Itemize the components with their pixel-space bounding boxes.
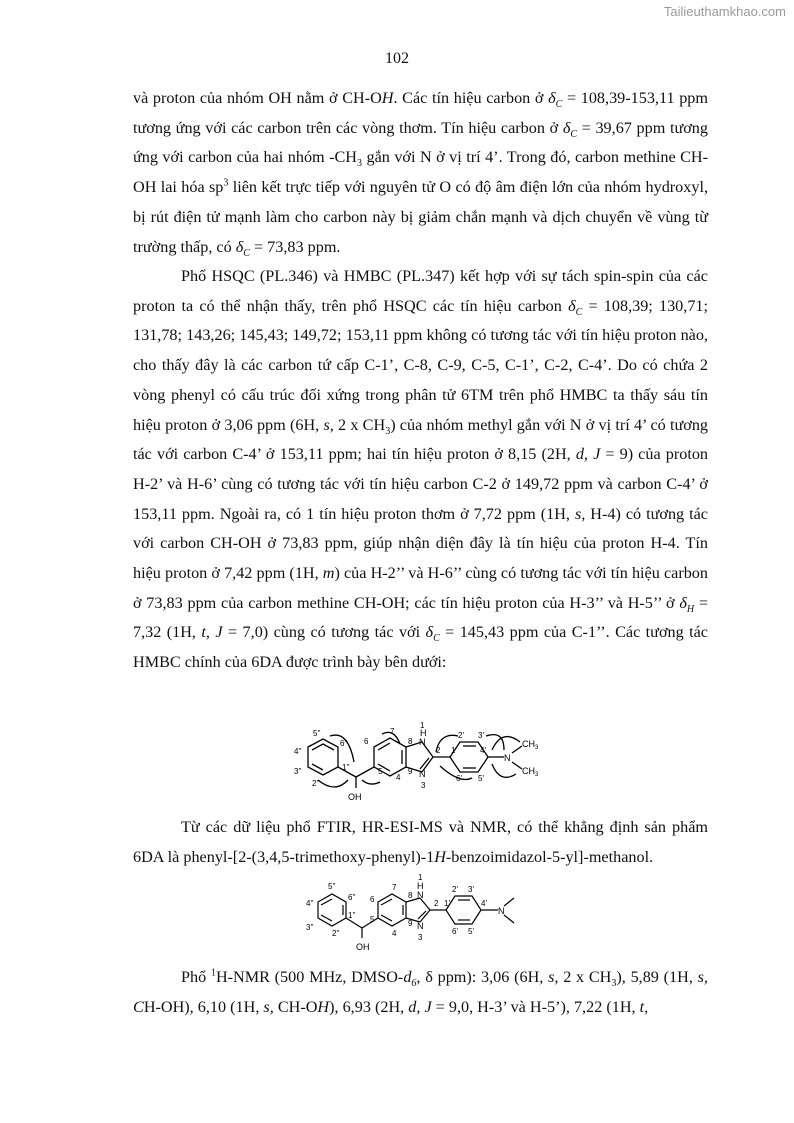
svg-text:H: H <box>417 881 424 891</box>
svg-text:N: N <box>417 890 424 900</box>
svg-text:OH: OH <box>356 942 370 952</box>
svg-text:2': 2' <box>458 731 464 740</box>
svg-text:6'': 6'' <box>348 893 356 902</box>
svg-text:5: 5 <box>370 915 375 924</box>
page-number: 102 <box>385 50 409 67</box>
svg-text:6'': 6'' <box>340 739 348 748</box>
paragraph-3: Từ các dữ liệu phổ FTIR, HR-ESI-MS và NMR, có thể khẳng định sản phẩm 6DA là phenyl-[2-(3,4,5-trimethoxy-phenyl)-1H-benzoimidazol-5-yl]-methanol. <box>133 818 708 866</box>
svg-text:9: 9 <box>408 919 413 928</box>
svg-text:2: 2 <box>434 899 439 908</box>
paragraph-1: và proton của nhóm OH nằm ở CH-OH. Các tín hiệu carbon ở $\delta_C = 108,39-153,11$ ppm tương ứng với các carbon trên các vòng thơm. Tín hiệu carbon ở $\delta_C = 39,67$ ppm tương ứng với carbon của hai nhóm $-CH_3$ gắn với N ở vị trí 4’. Trong đó, carbon methine CH-OH lai hóa $sp^3$ liên kết trực tiếp với nguyên tử O có độ âm điện lớn của nhóm hydroxyl, bị rút điện tử mạnh làm cho carbon này bị giảm chắn mạnh và dịch chuyển về vùng từ trường thấp, có $\delta_C = 73,83$ ppm. <box>133 89 708 259</box>
svg-text:8: 8 <box>408 737 413 746</box>
svg-text:2'': 2'' <box>312 779 320 788</box>
svg-text:3: 3 <box>421 781 426 790</box>
svg-text:1': 1' <box>451 746 457 755</box>
svg-text:4: 4 <box>396 773 401 782</box>
numbered-structure-drawing <box>300 872 550 962</box>
svg-text:8: 8 <box>408 891 413 900</box>
svg-text:5': 5' <box>468 927 474 936</box>
svg-text:5'': 5'' <box>313 729 321 738</box>
svg-text:N: N <box>498 906 505 916</box>
svg-text:5'': 5'' <box>328 882 336 891</box>
svg-text:1: 1 <box>418 873 423 882</box>
svg-text:6': 6' <box>456 774 462 783</box>
svg-text:2'': 2'' <box>332 929 340 938</box>
watermark: Tailieuthamkhao.com <box>663 4 786 19</box>
hmbc-structure-drawing <box>290 722 550 812</box>
svg-text:4'': 4'' <box>294 747 302 756</box>
svg-text:N: N <box>419 769 426 779</box>
svg-text:CH3: $CH_3$ <box>522 766 539 778</box>
numbered-structure-figure <box>300 872 550 962</box>
svg-text:N: N <box>419 737 426 747</box>
paragraph-4: Phổ $^1$H-NMR (500 MHz, DMSO-$d_6$, δ ppm): 3,06 (6H, s, 2 x $CH_3$), 5,89 (1H, s, CH-OH), 6,10 (1H, s, CH-OH), 6,93 (2H, d, J = 9,0, H-3’ và H-5’), 7,22 (1H, t, <box>133 967 708 1016</box>
svg-text:N: N <box>417 921 424 931</box>
svg-text:6: 6 <box>364 737 369 746</box>
svg-text:3': 3' <box>478 731 484 740</box>
svg-text:3: 3 <box>418 933 423 942</box>
svg-text:4: 4 <box>392 929 397 938</box>
svg-text:5: 5 <box>378 767 383 776</box>
svg-text:3': 3' <box>468 885 474 894</box>
svg-text:N: N <box>504 753 511 763</box>
svg-text:6': 6' <box>452 927 458 936</box>
svg-text:1: 1 <box>420 722 425 730</box>
svg-text:2: 2 <box>436 746 441 755</box>
svg-text:9: 9 <box>408 767 413 776</box>
svg-text:3'': 3'' <box>294 767 302 776</box>
svg-text:2': 2' <box>452 885 458 894</box>
svg-text:6: 6 <box>370 895 375 904</box>
svg-text:4': 4' <box>481 899 487 908</box>
svg-text:7: 7 <box>390 727 395 736</box>
svg-text:3'': 3'' <box>306 923 314 932</box>
svg-text:1': 1' <box>444 899 450 908</box>
svg-text:7: 7 <box>392 883 397 892</box>
svg-text:1'': 1'' <box>342 763 350 772</box>
svg-text:OH: OH <box>348 792 362 802</box>
hmbc-structure-figure <box>290 722 550 812</box>
svg-text:4'': 4'' <box>306 899 314 908</box>
svg-text:1'': 1'' <box>348 911 356 920</box>
svg-text:H: H <box>420 728 427 738</box>
svg-text:4': 4' <box>480 746 486 755</box>
paragraph-2: Phổ HSQC (PL.346) và HMBC (PL.347) kết hợp với sự tách spin-spin của các proton ta có thể nhận thấy, trên phổ HSQC các tín hiệu carbon $\delta_C = 108,39$; 130,71; 131,78; 143,26; 145,43; 149,72; 153,11 ppm không có tương tác với tín hiệu proton nào, cho thấy đây là các carbon tứ cấp C-1’, C-8, C-9, C-5, C-1’, C-2, C-4’. Do có chứa 2 vòng phenyl có cấu trúc đối xứng trong phân tử 6TM trên phổ HMBC ta thấy sáu tín hiệu proton ở 3,06 ppm (6H, s, 2 x $CH_3$) của nhóm methyl gắn với N ở vị trí 4’ có tương tác với carbon C-4’ ở 153,11 ppm; hai tín hiệu proton ở 8,15 (2H, d, J = 9) của proton H-2’ và H-6’ cùng có tương tác với tín hiệu carbon C-2 ở 149,72 ppm và carbon C-4’ ở 153,11 ppm. Ngoài ra, có 1 tín hiệu proton thơm ở 7,72 ppm (1H, s, H-4) có tương tác với carbon CH-OH ở 73,83 ppm, giúp nhận diện đây là tín hiệu của proton H-4. Tín hiệu proton ở 7,42 ppm (1H, m) của H-2’’ và H-6’’ cùng có tương tác với tín hiệu carbon ở 73,83 ppm của carbon methine CH-OH; các tín hiệu proton của H-3’’ và H-5’’ ở $\delta_H = 7,32$ (1H, t, J = 7,0) cùng có tương tác với $\delta_C = 145,43$ ppm của C-1’’. Các tương tác HMBC chính của 6DA được trình bày bên dưới: <box>133 267 709 672</box>
svg-text:5': 5' <box>478 774 484 783</box>
svg-text:CH3: $CH_3$ <box>522 739 539 751</box>
